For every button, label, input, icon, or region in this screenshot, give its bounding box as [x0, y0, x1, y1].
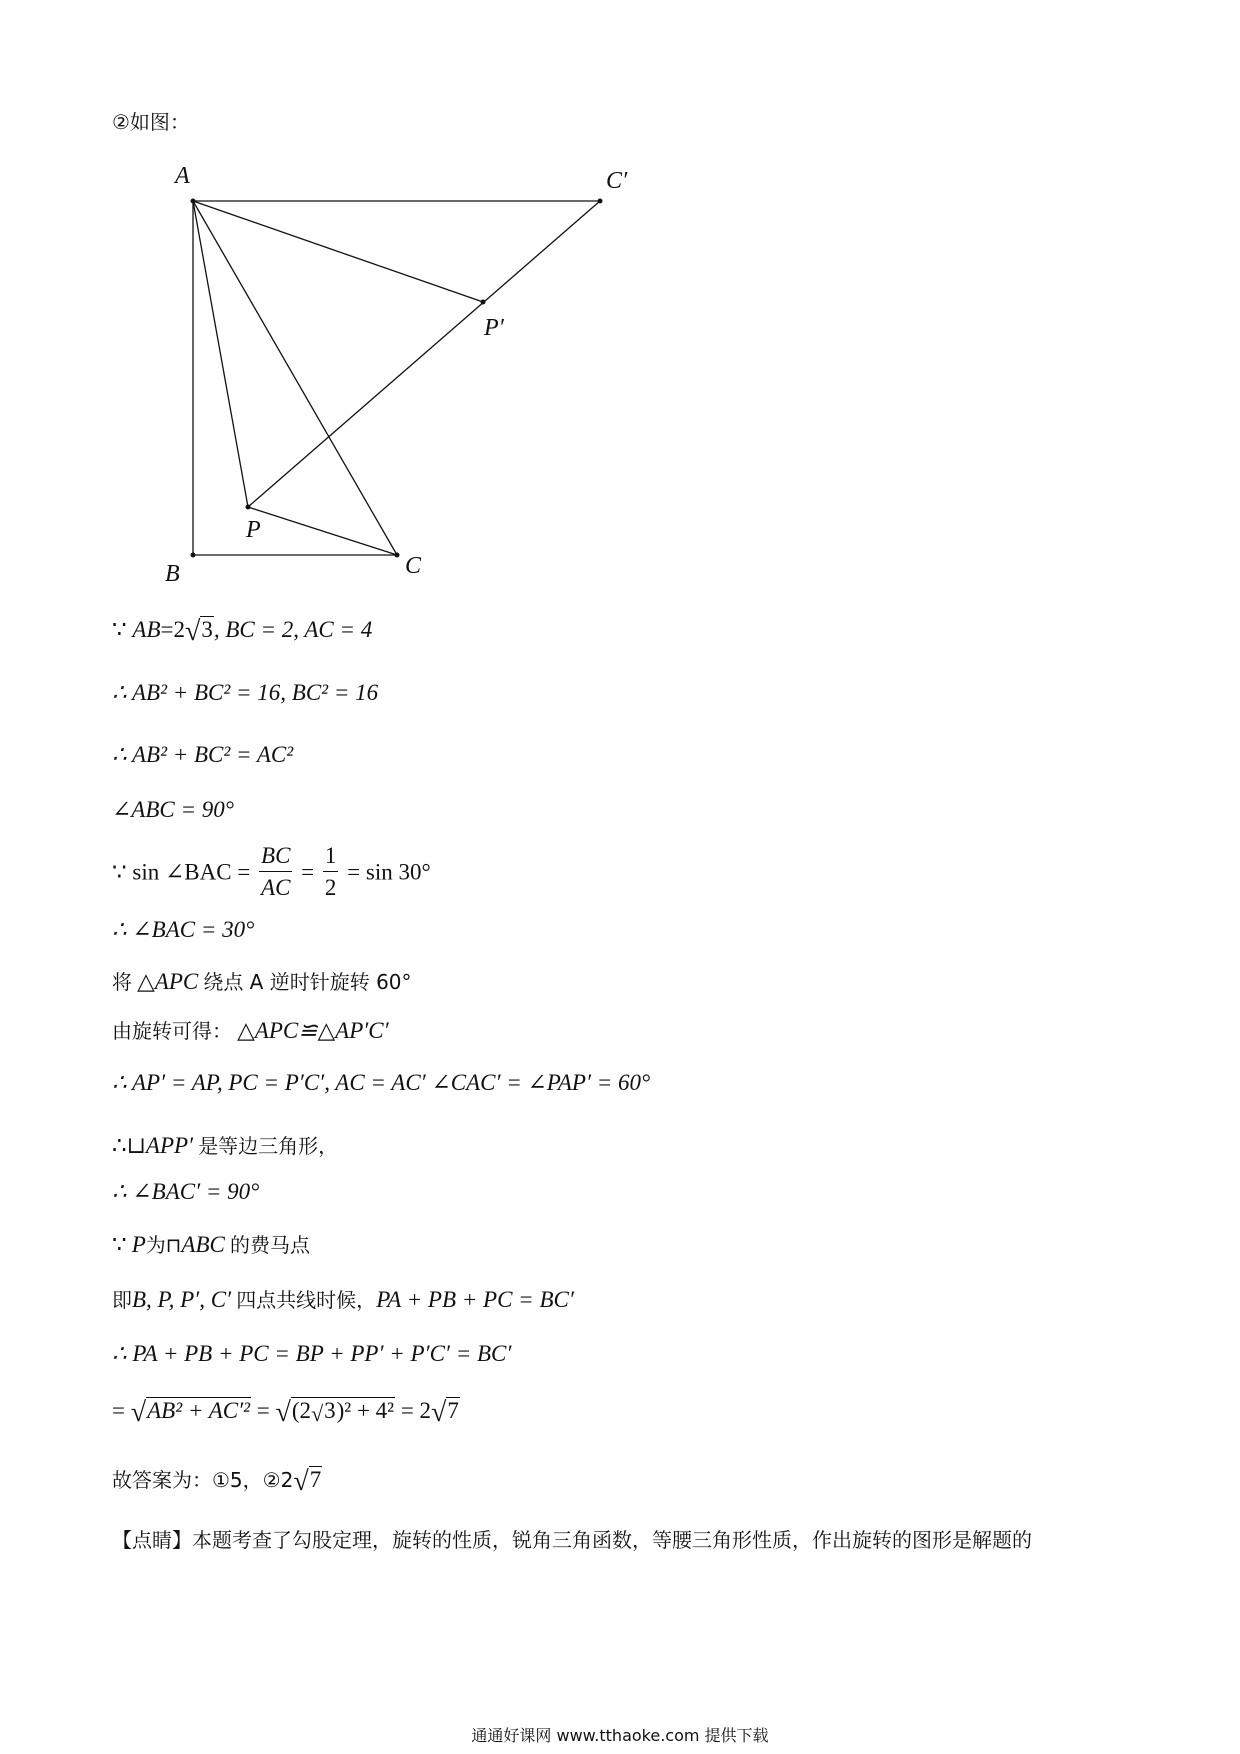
- sqrt-ab-ac: √AB² + AC′²: [130, 1397, 251, 1428]
- because-symbol: ∵: [112, 1232, 127, 1257]
- math-part: PA + PB + PC = BC′: [376, 1287, 574, 1312]
- answer-line: [112, 1464, 322, 1498]
- point-c-prime: [598, 199, 603, 204]
- text-part: 将: [112, 970, 132, 994]
- eq-line-3: ∴ AB² + BC² = AC²: [112, 742, 294, 767]
- eq-equals: =2: [160, 617, 185, 642]
- segment-pc-prime: [248, 201, 600, 507]
- sqrt-outer: √(2√3)² + 4²: [275, 1397, 395, 1428]
- point-a: [191, 199, 196, 204]
- sqrt-arg: 3: [201, 617, 213, 642]
- sqrt-arg: )² + 4²: [336, 1398, 395, 1423]
- eq-line-5: [112, 843, 431, 902]
- sqrt-arg: AB² + AC′²: [147, 1398, 251, 1423]
- because-symbol: ∵: [112, 617, 127, 642]
- eq-equals: =: [112, 1398, 125, 1423]
- sqrt-7: √7: [293, 1466, 322, 1497]
- point-c: [395, 553, 400, 558]
- label-p-prime: P′: [484, 315, 504, 341]
- eq-line-15: [112, 1397, 460, 1429]
- eq-result: = 2: [400, 1398, 432, 1423]
- text-part: 即: [112, 1288, 132, 1312]
- eq-line-9: ∴ AP′ = AP, PC = P′C′, AC = AC′ ∠CAC′ = ∠PAP′ = 60°: [112, 1070, 651, 1095]
- eq-line-6: ∴ ∠BAC = 30°: [112, 917, 255, 942]
- eq-line-1: [112, 616, 372, 648]
- math-part: △APC≌△AP′C′: [237, 1018, 389, 1043]
- fraction-one-half: [323, 843, 339, 902]
- eq-ab: AB: [132, 617, 161, 642]
- text-part: 绕点 A 逆时针旋转 60°: [203, 970, 412, 994]
- text-line-7: [112, 966, 412, 995]
- denominator: AC: [261, 875, 291, 901]
- label-p: P: [246, 517, 261, 543]
- sqrt-arg: (2: [291, 1398, 312, 1423]
- math-part: APP′: [145, 1133, 194, 1158]
- sqrt-arg: 7: [309, 1467, 322, 1492]
- sqrt-arg: 7: [447, 1398, 459, 1423]
- point-p: [246, 505, 251, 510]
- eq-line-14: ∴ PA + PB + PC = BP + PP′ + P′C′ = BC′: [112, 1341, 512, 1366]
- segment-pc: [248, 507, 397, 555]
- fraction-bc-ac: [259, 843, 292, 902]
- sqrt-arg: 3: [324, 1398, 336, 1423]
- math-part: B, P, P′, C′: [132, 1287, 232, 1312]
- label-c: C: [405, 553, 422, 579]
- commentary: 【点睛】本题考查了勾股定理，旋转的性质，锐角三角函数，等腰三角形性质，作出旋转的图形是解题的: [112, 1528, 1032, 1552]
- segment-ap: [193, 201, 248, 507]
- sqrt-7: √7: [431, 1397, 459, 1428]
- text-line-13: [112, 1284, 574, 1313]
- segment-ap-prime: [193, 201, 483, 302]
- numerator: BC: [259, 843, 292, 872]
- text-part: 由旋转可得：: [112, 1019, 232, 1043]
- geometry-figure: [140, 155, 660, 595]
- sqrt-3: √3: [184, 616, 213, 647]
- text-part: 的费马点: [229, 1233, 310, 1257]
- math-part: △APC: [137, 969, 199, 994]
- segment-ac: [193, 201, 397, 555]
- point-b: [191, 553, 196, 558]
- eq-rest: , BC = 2, AC = 4: [213, 617, 373, 642]
- math-part: ABC: [181, 1232, 225, 1257]
- text-part: 为⊓: [145, 1233, 182, 1257]
- math-part: ∴⊔: [112, 1133, 146, 1158]
- section-marker: ②如图：: [112, 110, 190, 134]
- text-part: 四点共线时候，: [236, 1288, 377, 1312]
- math-part: P: [131, 1232, 146, 1257]
- point-p-prime: [481, 300, 486, 305]
- text-line-8: [112, 1015, 389, 1044]
- eq-line-11: ∴ ∠BAC′ = 90°: [112, 1179, 260, 1204]
- answer-text: 故答案为：①5，②2: [112, 1468, 294, 1492]
- text-line-10: [112, 1130, 338, 1159]
- eq-line-4: ∠ABC = 90°: [112, 797, 234, 822]
- eq-line-2: ∴ AB² + BC² = 16, BC² = 16: [112, 680, 379, 705]
- text-part: 是等边三角形，: [198, 1134, 339, 1158]
- eq-equals: =: [301, 859, 315, 885]
- eq-sin-suffix: = sin 30°: [347, 859, 431, 885]
- numerator: 1: [323, 843, 339, 872]
- page-footer: 通通好课网 www.tthaoke.com 提供下载: [471, 1726, 769, 1745]
- text-line-12: [112, 1229, 310, 1258]
- label-b: B: [165, 561, 180, 587]
- eq-equals: =: [256, 1398, 270, 1423]
- label-a: A: [175, 163, 190, 189]
- sqrt-3: √3: [311, 1398, 336, 1426]
- denominator: 2: [324, 875, 337, 901]
- eq-sin-prefix: ∵ sin ∠BAC =: [112, 859, 251, 885]
- label-c-prime: C′: [606, 168, 628, 194]
